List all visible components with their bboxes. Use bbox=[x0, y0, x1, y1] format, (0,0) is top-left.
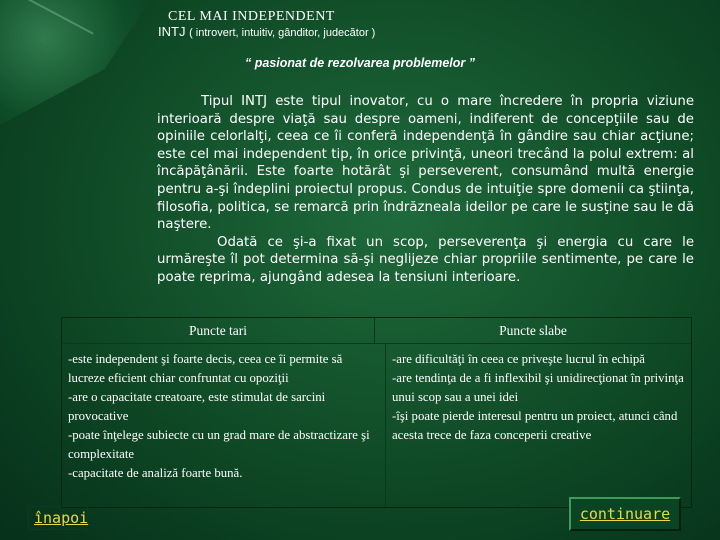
strength-item: -are o capacitate creatoare, este stimulat de sarcini provocative bbox=[68, 390, 326, 423]
back-link[interactable]: înapoi bbox=[34, 509, 89, 527]
weakness-item: -are tendinţa de a fi inflexibil şi unidirecţionat în privinţa unui scop sau a unei idei bbox=[392, 371, 684, 404]
type-subtitle bbox=[158, 24, 375, 39]
weakness-item: -are dificultăţi în ceea ce priveşte lucrul în echipă bbox=[392, 352, 645, 366]
description-paragraph: Tipul INTJ este tipul inovator, cu o mare încredere în propria viziune interioară despre viaţă sau despre oameni, indiferent de concepţiile sau de opiniile celorlalţi, ceea ce îi conferă independenţă în gândire sau chiar acţiune; este cel mai independent tip, în orice privinţă, uneori trecând la polul extrem: al încăpăţânării. Este foarte hotărât şi perseverent, consumând multă energie pentru a-şi îndeplini proiectul propus. Condus de intuiţie spre domenii ca ştiinţa, filosofia, politica, se remarcă prin îndrăzneala ideilor pe care le susţine sau le dă naştere. bbox=[157, 94, 694, 233]
weakness-item: -îşi poate pierde interesul pentru un proiect, atunci când acesta trece de faza conceperii creative bbox=[392, 409, 678, 442]
strengths-header: Puncte tari bbox=[62, 318, 375, 343]
page-title: CEL MAI INDEPENDENT bbox=[168, 9, 335, 24]
strength-item: -poate înţelege subiecte cu un grad mare de abstractizare şi complexitate bbox=[68, 428, 370, 461]
strength-item: -capacitate de analiză foarte bună. bbox=[68, 466, 243, 480]
table-header-row bbox=[62, 318, 691, 344]
weaknesses-cell bbox=[386, 344, 691, 507]
type-descriptor: ( introvert, intuitiv, gânditor, judecător ) bbox=[189, 27, 376, 39]
strengths-cell bbox=[62, 344, 386, 507]
table-body-row bbox=[62, 344, 691, 507]
strength-item: -este independent şi foarte decis, ceea ce îi permite să lucreze eficient chiar confruntat cu opoziţii bbox=[68, 352, 343, 385]
weaknesses-header: Puncte slabe bbox=[499, 322, 567, 338]
tagline: “ pasionat de rezolvarea problemelor ” bbox=[245, 56, 475, 70]
description-paragraph: Odată ce şi-a fixat un scop, perseverenţa şi energia cu care le urmăreşte îl pot determina să-şi neglijeze chiar propriile sentimente, pe care le poate reprima, ajungând adesea la tensiuni interioare. bbox=[157, 234, 694, 285]
continue-button[interactable]: continuare bbox=[569, 497, 681, 531]
description bbox=[157, 93, 694, 287]
strengths-weaknesses-table bbox=[61, 317, 692, 508]
type-code: INTJ bbox=[158, 24, 186, 39]
